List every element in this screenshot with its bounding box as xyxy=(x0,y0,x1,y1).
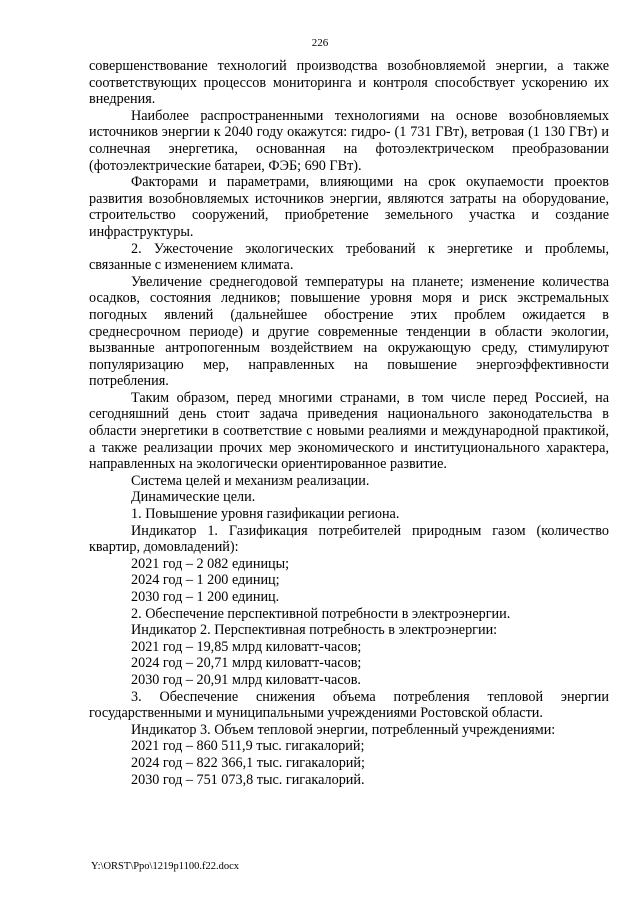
paragraph: Факторами и параметрами, влияющими на срок окупаемости проектов развития возобновляемых источников энергии, являются затраты на оборудование, строительство сооружений, приобретение земельного участка и создание инфраструктуры. xyxy=(89,174,609,240)
indicator-value: 2024 год – 20,71 млрд киловатт-часов; xyxy=(131,655,362,672)
paragraph: Увеличение среднегодовой температуры на планете; изменение количества осадков, состояния ледников; повышение уровня моря и риск экстремальных погодных явлений (дальнейшее обострение этих проблем ожидается в среднесрочном периоде) и другие современные тенденции в области экологии, вызванные антропогенным воздействием на окружающую среду, стимулируют популяризацию мер, направленных на повышение энергоэффективности потребления. xyxy=(89,273,609,390)
section-heading: Динамические цели. xyxy=(131,489,256,506)
section-heading: Система целей и механизм реализации. xyxy=(131,472,370,489)
footer-file-path: Y:\ORST\Ppo\1219p1100.f22.docx xyxy=(91,861,239,872)
indicator-item: Индикатор 1. Газификация потребителей природным газом (количество квартир, домовладений): xyxy=(89,522,609,556)
indicator-item: Индикатор 3. Объем тепловой энергии, потребленный учреждениями: xyxy=(131,721,556,738)
indicator-value: 2030 год – 1 200 единиц. xyxy=(131,589,280,605)
paragraph: 2. Ужесточение экологических требований к энергетике и проблемы, связанные с изменением климата. xyxy=(89,240,609,274)
page-number: 226 xyxy=(311,37,329,49)
indicator-value: 2030 год – 20,91 млрд киловатт-часов. xyxy=(131,671,361,688)
indicator-value: 2021 год – 19,85 млрд киловатт-часов; xyxy=(131,638,362,655)
indicator-value: 2024 год – 822 366,1 тыс. гигакалорий; xyxy=(131,754,365,771)
paragraph: Наиболее распространенными технологиями на основе возобновляемых источников энергии к 2040 году окажутся: гидро- (1 731 ГВт), ветровая (1 130 ГВт) и солнечная энергетика, основанная на фотоэлектрическом преобразовании (фотоэлектрические батареи, ФЭБ; 690 ГВт). xyxy=(89,107,609,174)
goal-item: 2. Обеспечение перспективной потребности в электроэнергии. xyxy=(131,605,511,622)
indicator-value: 2021 год – 860 511,9 тыс. гигакалорий; xyxy=(131,738,365,755)
indicator-item: Индикатор 2. Перспективная потребность в электроэнергии: xyxy=(131,622,498,639)
paragraph: совершенствование технологий производства возобновляемой энергии, а также соответствующих процессов мониторинга и контроля способствует ускорению их внедрения. xyxy=(89,58,609,108)
indicator-value: 2024 год – 1 200 единиц; xyxy=(131,572,280,589)
goal-item: 1. Повышение уровня газификации региона. xyxy=(131,506,400,523)
indicator-value: 2021 год – 2 082 единицы; xyxy=(131,555,290,572)
document-body xyxy=(89,58,609,788)
goal-item: 3. Обеспечение снижения объема потребления тепловой энергии государственными и муниципальными учреждениями Ростовской области. xyxy=(89,688,609,722)
paragraph: Таким образом, перед многими странами, в том числе перед Россией, на сегодняшний день стоит задача приведения национального законодательства в области энергетики в соответствие с новыми реалиями и международной практикой, а также реализации прочих мер экономического и институционального характера, направленных на экологически ориентированное развитие. xyxy=(89,389,609,473)
indicator-value: 2030 год – 751 073,8 тыс. гигакалорий. xyxy=(131,771,365,788)
